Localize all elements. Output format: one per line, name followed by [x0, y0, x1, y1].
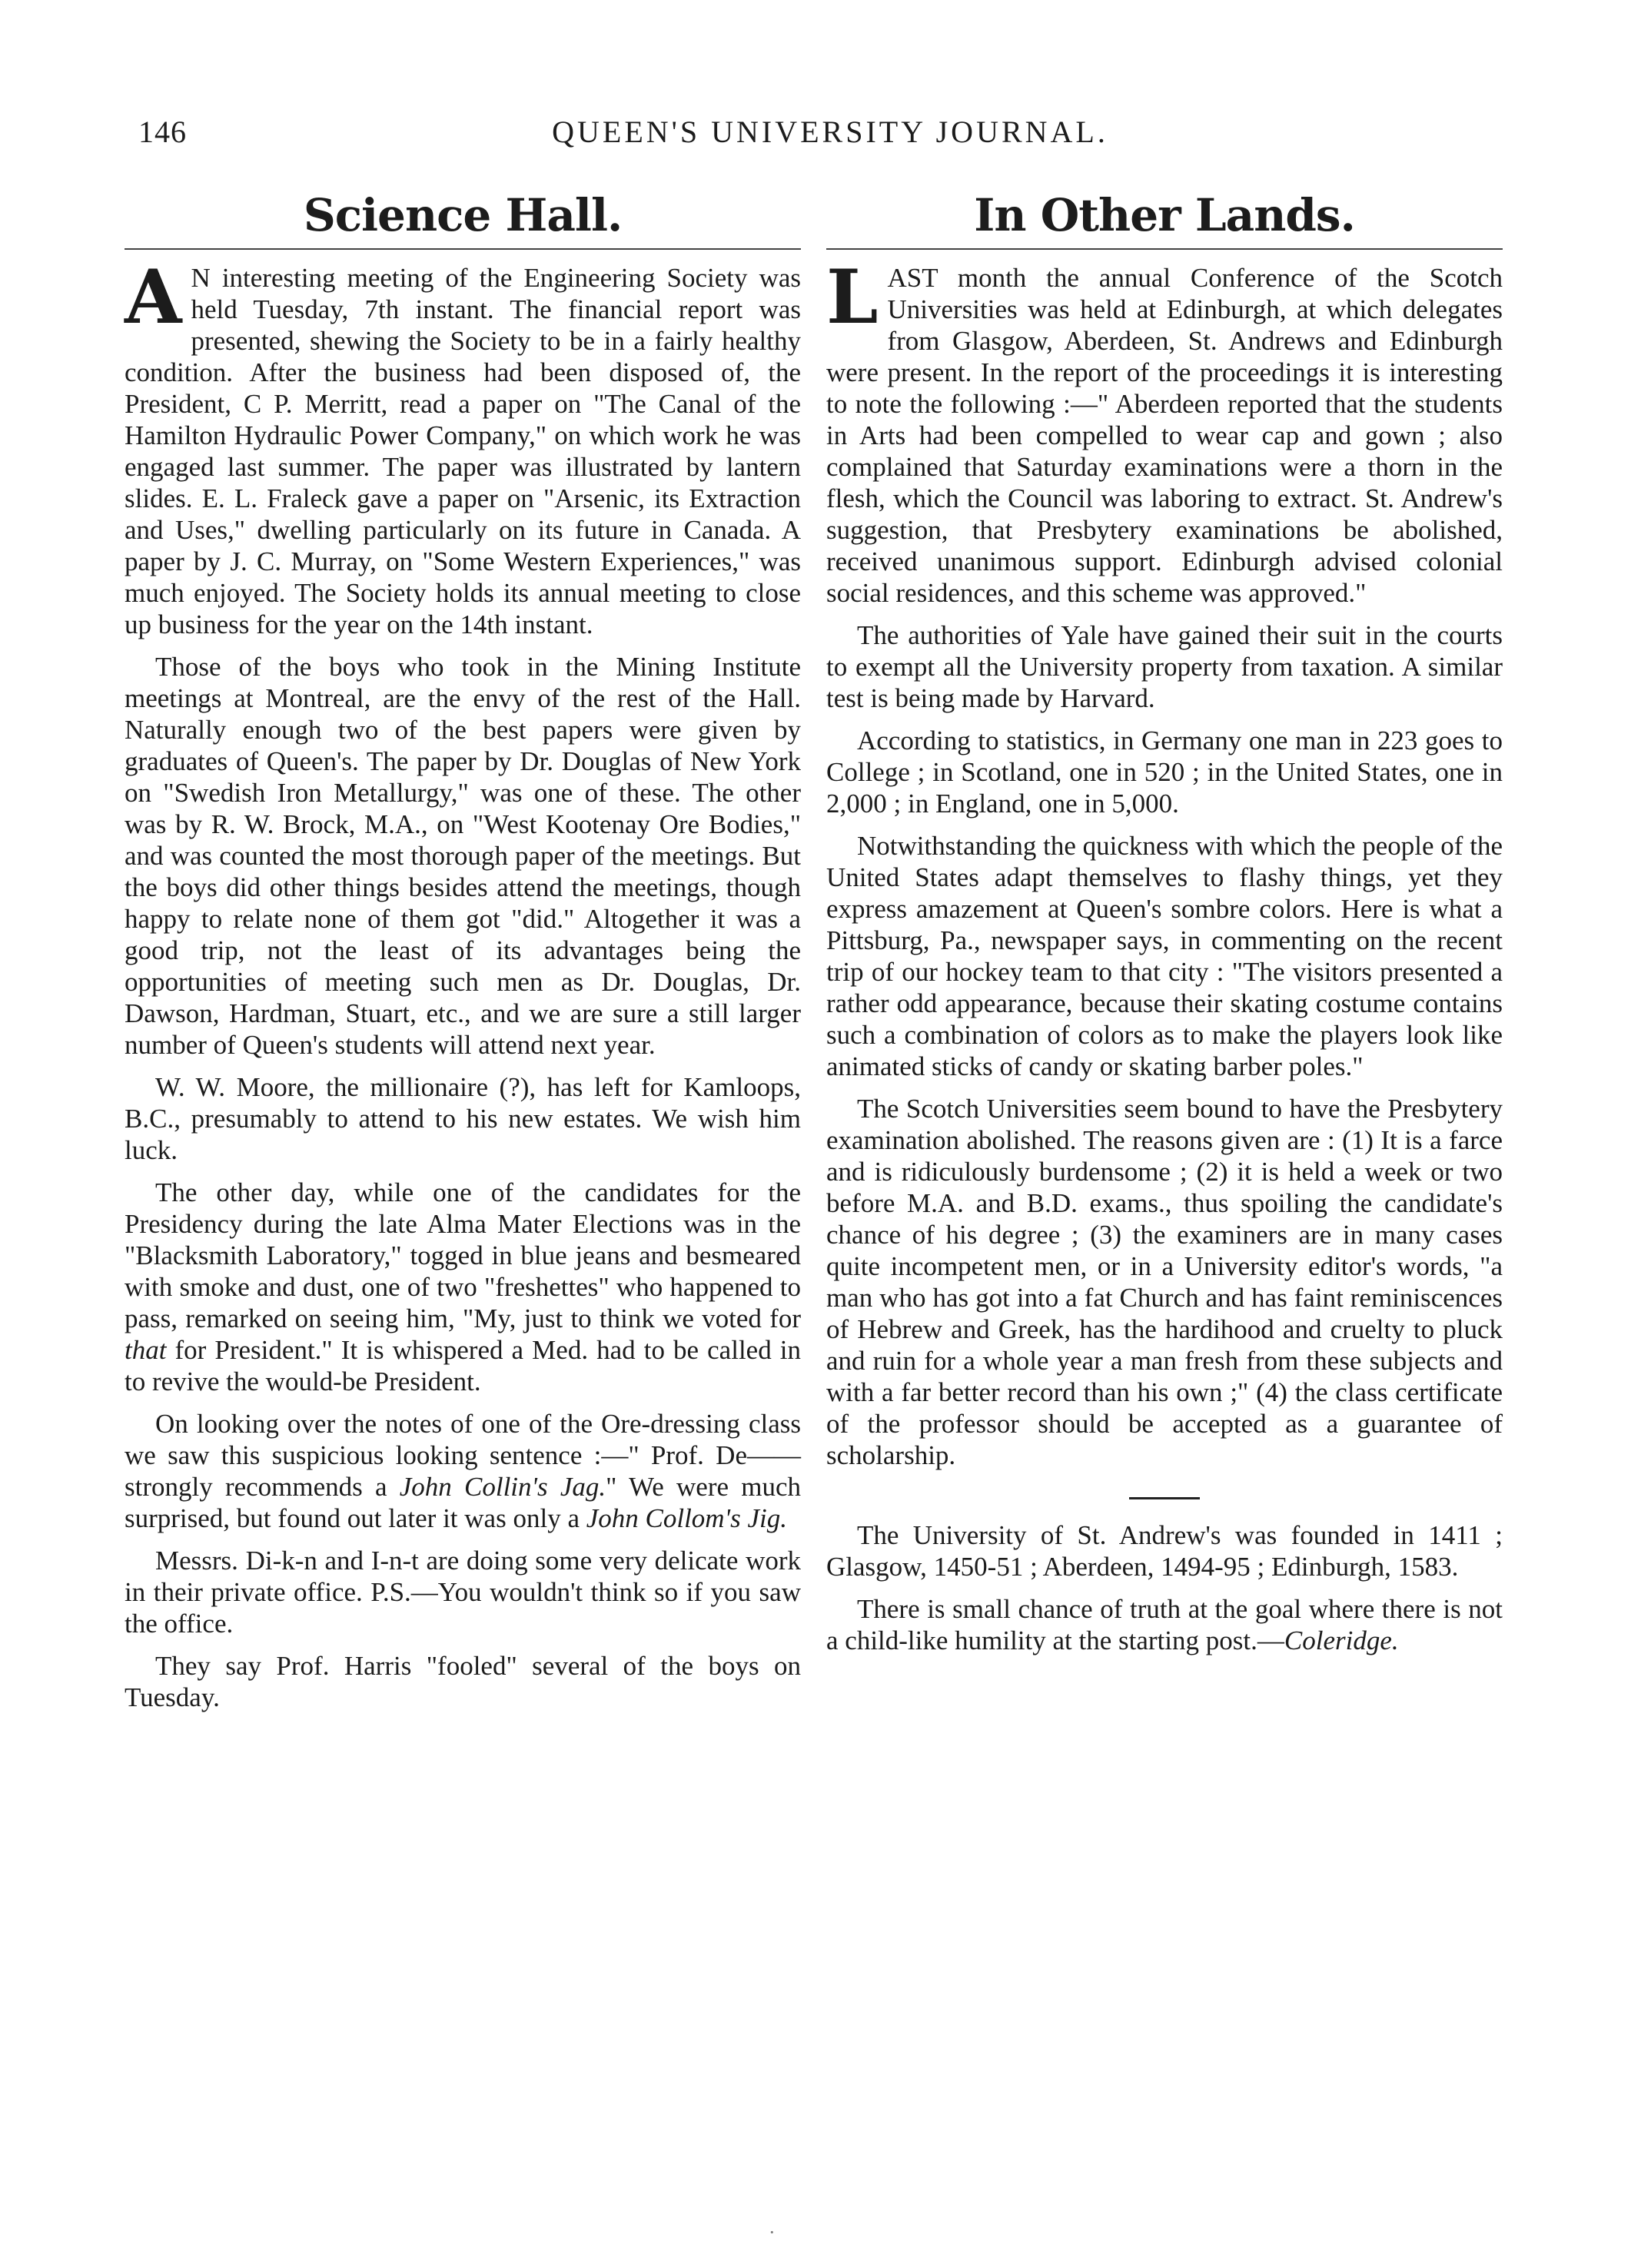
paragraph [125, 254, 801, 640]
running-head [138, 114, 1522, 160]
paragraph: Those of the boys who took in the Mining Institute meetings at Montreal, are the envy of the rest of the Hall. Naturally enough two of the best papers were given by graduates of Queen's. The paper by Dr. Douglas of New York on "Swedish Iron Metallurgy," was one of these. The other was by R. W. Brock, M.A., on "West Kootenay Ore Bodies," and was counted the most thorough paper of the meetings. But the boys did other things besides attend the meetings, though happy to relate none of them got "did." Altogether it was a good trip, not the least of its advantages being the opportunities of meeting such men as Dr. Douglas, Dr. Dawson, Hardman, Stuart, etc., and we are sure a still larger number of Queen's students will attend next year. [125, 652, 801, 1060]
paragraph [125, 1177, 801, 1397]
paragraph: W. W. Moore, the millionaire (?), has left for Kamloops, B.C., presumably to attend to his new estates. We wish him luck. [125, 1072, 801, 1165]
paragraph [826, 1593, 1503, 1656]
separator-rule [1129, 1497, 1200, 1499]
journal-title: QUEEN'S UNIVERSITY JOURNAL. [552, 115, 1108, 149]
right-column [826, 188, 1503, 1667]
emphasis: that [125, 1335, 167, 1365]
emphasis: Coleridge. [1284, 1625, 1399, 1655]
paragraph-text: There is small chance of truth at the goal where there is not a child-like humility at the starting post.— [826, 1594, 1503, 1655]
paragraph [826, 254, 1503, 609]
paragraph [125, 1408, 801, 1534]
paragraph: They say Prof. Harris "fooled" several of the boys on Tuesday. [125, 1651, 801, 1712]
section-heading-science-hall: Science Hall. [303, 189, 623, 241]
drop-cap: L [826, 254, 879, 340]
paragraph-text: " We were much surprised, but found out later it was only a [125, 1472, 801, 1533]
drop-cap: A [125, 254, 182, 340]
paragraph-text: The other day, while one of the candidates for the Presidency during the late Alma Mater Elections was in the "Blacksmith Laboratory," togged in blue jeans and besmeared with smoke and dust, one of two "freshettes" who happened to pass, remarked on seeing him, "My, just to think we voted for [125, 1177, 801, 1333]
paragraph: Messrs. Di-k-n and I-n-t are doing some very delicate work in their private office. P.S.—You wouldn't think so if you saw the office. [125, 1546, 801, 1639]
in-other-lands-article [826, 254, 1503, 1656]
heading-rule [125, 248, 801, 250]
section-heading-in-other-lands: In Other Lands. [974, 189, 1355, 241]
paragraph: The authorities of Yale have gained their suit in the courts to exempt all the University property from taxation. A similar test is being made by Harvard. [826, 620, 1503, 713]
print-speck: · [769, 2221, 776, 2243]
emphasis: John Collin's Jag. [399, 1472, 606, 1502]
paragraph: Notwithstanding the quickness with which the people of the United States adapt themselves to flashy things, yet they express amazement at Queen's sombre colors. Here is what a Pittsburg, Pa., newspaper says, in commenting on the recent trip of our hockey team to that city : "The visitors presented a rather odd appearance, because their skating costume contains such a combination of colors as to make the players look like animated sticks of candy or skating barber poles." [826, 831, 1503, 1081]
emphasis: John Collom's Jig. [586, 1503, 787, 1533]
heading-rule [826, 248, 1503, 250]
left-column [125, 188, 801, 1724]
paragraph-text: AST month the annual Conference of the Scotch Universities was held at Edinburgh, at which delegates from Glasgow, Aberdeen, St. Andrews and Edinburgh were present. In the report of the proceedings it is interesting to note the following :—" Aberdeen reported that the students in Arts had been compelled to wear cap and gown ; also complained that Saturday examinations were a thorn in the flesh, which the Council was laboring to extract. St. Andrew's suggestion, that Presbytery examinations be abolished, received unanimous support. Edinburgh advised colonial social residences, and this scheme was approved." [826, 263, 1503, 608]
paragraph-text: for President." It is whispered a Med. had to be called in to revive the would-be President. [125, 1335, 801, 1396]
paragraph: The Scotch Universities seem bound to have the Presbytery examination abolished. The reasons given are : (1) It is a farce and is ridiculously burdensome ; (2) it is held a week or two before M.A. and B.D. exams., thus spoiling the candidate's chance of his degree ; (3) the examiners are in many cases quite incompetent men, or in a University editor's words, "a man who has got into a fat Church and has faint reminiscences of Hebrew and Greek, has the hardihood and cruelty to pluck and ruin for a whole year a man fresh from these subjects and with a far better record than his own ;" (4) the class certificate of the professor should be accepted as a guarantee of scholarship. [826, 1094, 1503, 1470]
paragraph: According to statistics, in Germany one man in 223 goes to College ; in Scotland, one in 520 ; in the United States, one in 2,000 ; in England, one in 5,000. [826, 726, 1503, 819]
paragraph-text: N interesting meeting of the Engineering Society was held Tuesday, 7th instant. The financial report was presented, shewing the Society to be in a fairly healthy condition. After the business had been disposed of, the President, C P. Merritt, read a paper on "The Canal of the Hamilton Hydraulic Power Company," on which work he was engaged last summer. The paper was illustrated by lantern slides. E. L. Fraleck gave a paper on "Arsenic, its Extraction and Uses," dwelling particularly on its future in Canada. A paper by J. C. Murray, on "Some Western Experiences," was much enjoyed. The Society holds its annual meeting to close up business for the year on the 14th instant. [125, 263, 801, 639]
page-number: 146 [138, 115, 187, 149]
paragraph-text: On looking over the notes of one of the Ore-dressing class we saw this suspicious looking sentence :—" Prof. De—— strongly recommends a [125, 1409, 801, 1502]
paragraph: The University of St. Andrew's was founded in 1411 ; Glasgow, 1450-51 ; Aberdeen, 1494-95 ; Edinburgh, 1583. [826, 1520, 1503, 1582]
science-hall-article [125, 254, 801, 1713]
